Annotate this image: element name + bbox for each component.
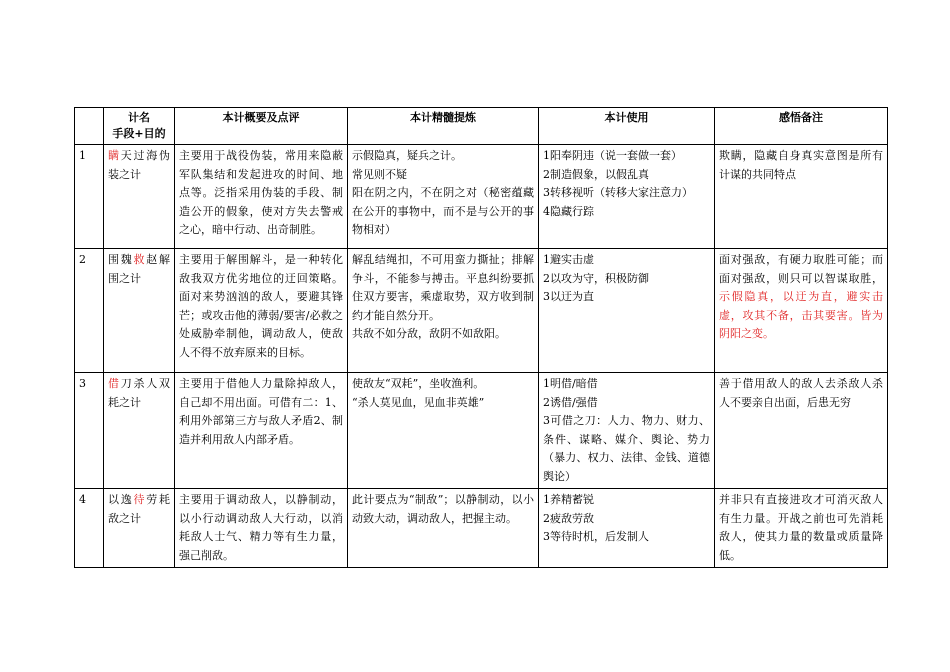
row-number: 3 bbox=[75, 373, 104, 489]
header-name-line2: 手段+目的 bbox=[112, 127, 166, 140]
essence-line: 此计要点为“制敌”；以静制动，以小动致大动，调动敌人，把握主动。 bbox=[352, 493, 534, 525]
usage-item: 3等待时机，后发制人 bbox=[543, 530, 649, 543]
notes-cell bbox=[715, 249, 888, 373]
header-num bbox=[75, 108, 104, 145]
header-row bbox=[75, 108, 888, 145]
header-usage: 本计使用 bbox=[539, 108, 715, 145]
essence-cell bbox=[348, 145, 539, 249]
notes-text: 善于借用敌人的敌人去杀敌人杀人不要亲自出面，后患无穷 bbox=[719, 377, 883, 409]
usage-item: 1养精蓄锐 bbox=[543, 493, 594, 506]
usage-item: 2诱借/强借 bbox=[543, 395, 598, 409]
usage-item: 2以攻为守，积极防御 bbox=[543, 271, 649, 285]
header-name bbox=[104, 108, 175, 145]
notes-text: 面对强敌，有硬力取胜可能；而面对强敌，则只可以智谋取胜， bbox=[719, 253, 883, 285]
notes-cell bbox=[715, 145, 888, 249]
essence-line: “杀人莫见血，见血非英雄” bbox=[352, 395, 485, 409]
essence-line: 解乱结绳扣，不可用蛮力撕扯；排解争斗，不能参与搏击。平息纠纷要抓住双方要害，乘虚取势，双方收到制约才能自然分开。 bbox=[352, 253, 534, 322]
summary-cell: 主要用于调动敌人，以静制动，以小行动调动敌人大行动，以消耗敌人士气、精力等有生力量，强己削敌。 bbox=[175, 489, 348, 568]
row-number: 1 bbox=[75, 145, 104, 249]
usage-cell bbox=[539, 373, 715, 489]
usage-item: 2疲敌劳敌 bbox=[543, 511, 594, 525]
header-summary: 本计概要及点评 bbox=[175, 108, 348, 145]
strategy-name bbox=[104, 249, 175, 373]
name-highlight: 救 bbox=[133, 253, 147, 266]
essence-cell bbox=[348, 373, 539, 489]
essence-line: 阳在阴之内，不在阴之对（秘密蕴藏在公开的事物中，而不是与公开的事物相对） bbox=[352, 186, 534, 236]
name-prefix: 围魏 bbox=[108, 253, 134, 266]
name-rest: 天过海伪装之计 bbox=[108, 149, 170, 181]
name-highlight: 待 bbox=[133, 493, 147, 506]
table-row bbox=[75, 249, 888, 373]
name-highlight: 借 bbox=[108, 377, 121, 390]
notes-text: 欺瞒，隐藏自身真实意图是所有计谋的共同特点 bbox=[719, 149, 883, 181]
usage-cell bbox=[539, 489, 715, 568]
name-rest: 赵解围之计 bbox=[108, 253, 170, 285]
strategy-table bbox=[74, 107, 888, 568]
usage-item: 2制造假象，以假乱真 bbox=[543, 167, 649, 181]
essence-line: 常见则不疑 bbox=[352, 167, 407, 181]
usage-item: 4隐藏行踪 bbox=[543, 204, 594, 218]
table-row bbox=[75, 489, 888, 568]
usage-item: 1避实击虚 bbox=[543, 253, 594, 266]
usage-item: 1阳奉阴违（说一套做一套） bbox=[543, 149, 682, 162]
notes-cell bbox=[715, 373, 888, 489]
row-number: 4 bbox=[75, 489, 104, 568]
table-row bbox=[75, 145, 888, 249]
table-row bbox=[75, 373, 888, 489]
summary-cell: 主要用于借他人力量除掉敌人，自己却不用出面。可借有二：1、利用外部第三方与敌人矛盾2、制造并利用敌人内部矛盾。 bbox=[175, 373, 348, 489]
usage-item: 3转移视听（转移大家注意力） bbox=[543, 186, 693, 199]
usage-cell bbox=[539, 249, 715, 373]
strategy-name bbox=[104, 145, 175, 249]
essence-cell bbox=[348, 249, 539, 373]
summary-cell: 主要用于解围解斗，是一种转化敌我双方优劣地位的迂回策略。面对来势汹汹的敌人，要避其锋芒；或攻击他的薄弱/要害/必救之处威胁牵制他，调动敌人，使敌人不得不放弃原来的目标。 bbox=[175, 249, 348, 373]
essence-cell bbox=[348, 489, 539, 568]
usage-cell bbox=[539, 145, 715, 249]
row-number: 2 bbox=[75, 249, 104, 373]
essence-line: 示假隐真，疑兵之计。 bbox=[352, 149, 462, 162]
notes-text: 并非只有直接进攻才可消灭敌人有生力量。开战之前也可先消耗敌人，使其力量的数量或质量降低。 bbox=[719, 493, 883, 562]
name-rest: 劳耗敌之计 bbox=[108, 493, 170, 525]
name-prefix: 以逸 bbox=[108, 493, 134, 506]
name-highlight: 瞒 bbox=[108, 149, 121, 162]
essence-line: 使敌友“双耗”，坐收渔利。 bbox=[352, 377, 485, 390]
usage-item: 3以迂为直 bbox=[543, 290, 594, 303]
header-essence: 本计精髓提炼 bbox=[348, 108, 539, 145]
header-name-line1: 计名 bbox=[128, 111, 150, 124]
notes-cell bbox=[715, 489, 888, 568]
name-rest: 刀杀人双耗之计 bbox=[108, 377, 170, 409]
strategy-name bbox=[104, 373, 175, 489]
notes-highlight: 示假隐真，以迂为直，避实击虚，攻其不备，击其要害。皆为阴阳之变。 bbox=[719, 290, 883, 340]
header-notes: 感悟备注 bbox=[715, 108, 888, 145]
summary-cell: 主要用于战役伪装，常用来隐蔽军队集结和发起进攻的时间、地点等。泛指采用伪装的手段、制造公开的假象，使对方失去警戒之心，暗中行动、出奇制胜。 bbox=[175, 145, 348, 249]
strategy-name bbox=[104, 489, 175, 568]
usage-item: 3可借之刀：人力、物力、财力、条件、谋略、媒介、舆论、势力（暴力、权力、法律、金钱、道德舆论） bbox=[543, 414, 710, 483]
usage-item: 1明借/暗借 bbox=[543, 377, 598, 390]
essence-line: 共敌不如分敌，敌阴不如敌阳。 bbox=[352, 327, 506, 340]
